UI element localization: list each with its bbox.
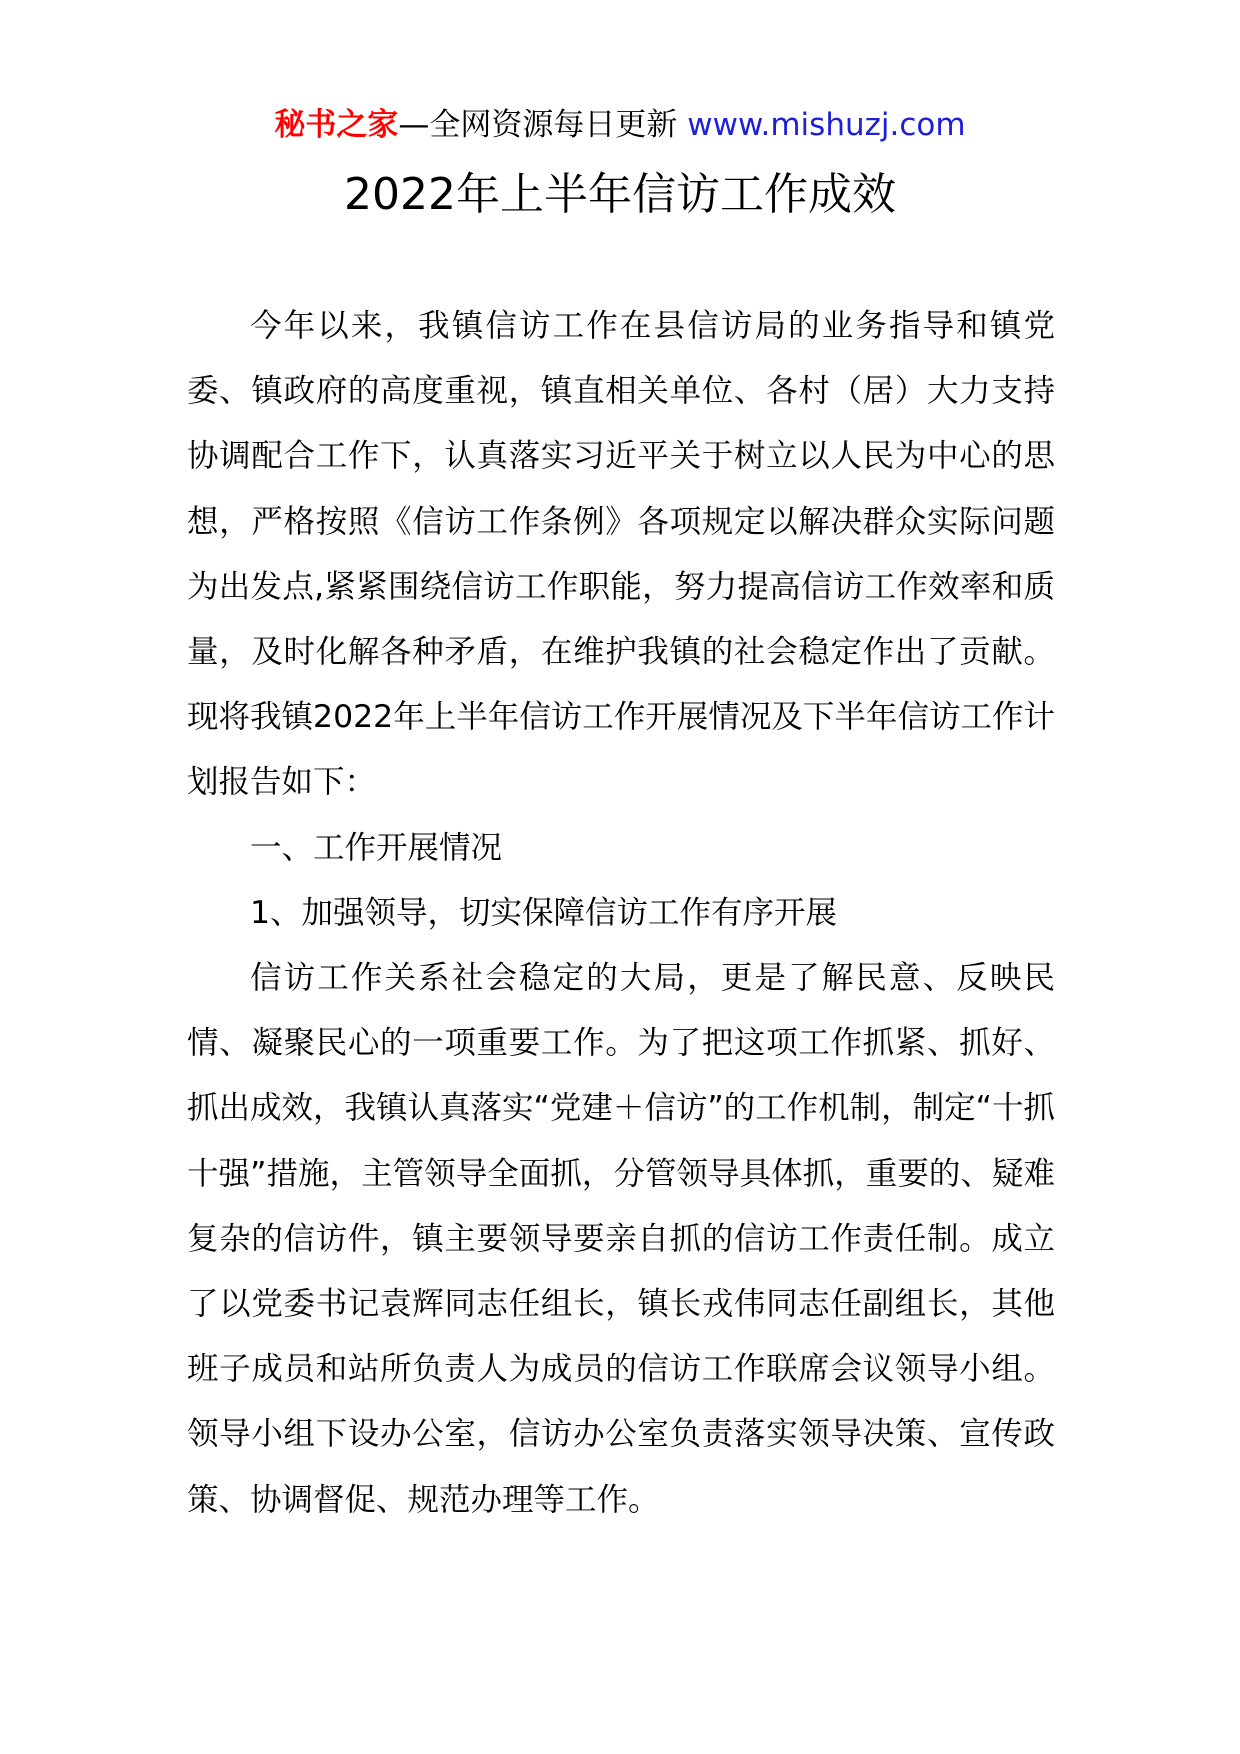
paragraph-body: 信访工作关系社会稳定的大局，更是了解民意、反映民情、凝聚民心的一项重要工作。为了把这项工作抓紧、抓好、抓出成效，我镇认真落实“党建＋信访”的工作机制，制定“十抓十强”措施，主管领导全面抓，分管领导具体抓，重要的、疑难复杂的信访件，镇主要领导要亲自抓的信访工作责任制。成立了以党委书记袁辉同志任组长，镇长戎伟同志任副组长，其他班子成员和站所负责人为成员的信访工作联席会议领导小组。领导小组下设办公室，信访办公室负责落实领导决策、宣传政策、协调督促、规范办理等工作。 [187,960,1055,1518]
paragraph-intro: 今年以来，我镇信访工作在县信访局的业务指导和镇党委、镇政府的高度重视，镇直相关单位、各村（居）大力支持协调配合工作下，认真落实习近平关于树立以人民为中心的思想，严格按照《信访工作条例》各项规定以解决群众实际问题为出发点,紧紧围绕信访工作职能，努力提高信访工作效率和质量，及时化解各种矛盾，在维护我镇的社会稳定作出了贡献。现将我镇2022年上半年信访工作开展情况及下半年信访工作计划报告如下： [187,308,1055,801]
subsection-heading: 1、加强领导，切实保障信访工作有序开展 [250,894,838,931]
section-heading: 一、工作开展情况 [250,829,503,866]
site-header [0,104,1240,146]
site-brand: 秘书之家 [274,107,399,143]
document-title: 2022年上半年信访工作成效 [344,169,896,220]
site-tagline: —全网资源每日更新 [398,107,678,143]
site-url-link[interactable]: www.mishuzj.com [687,107,966,143]
document-body [187,294,1055,1533]
